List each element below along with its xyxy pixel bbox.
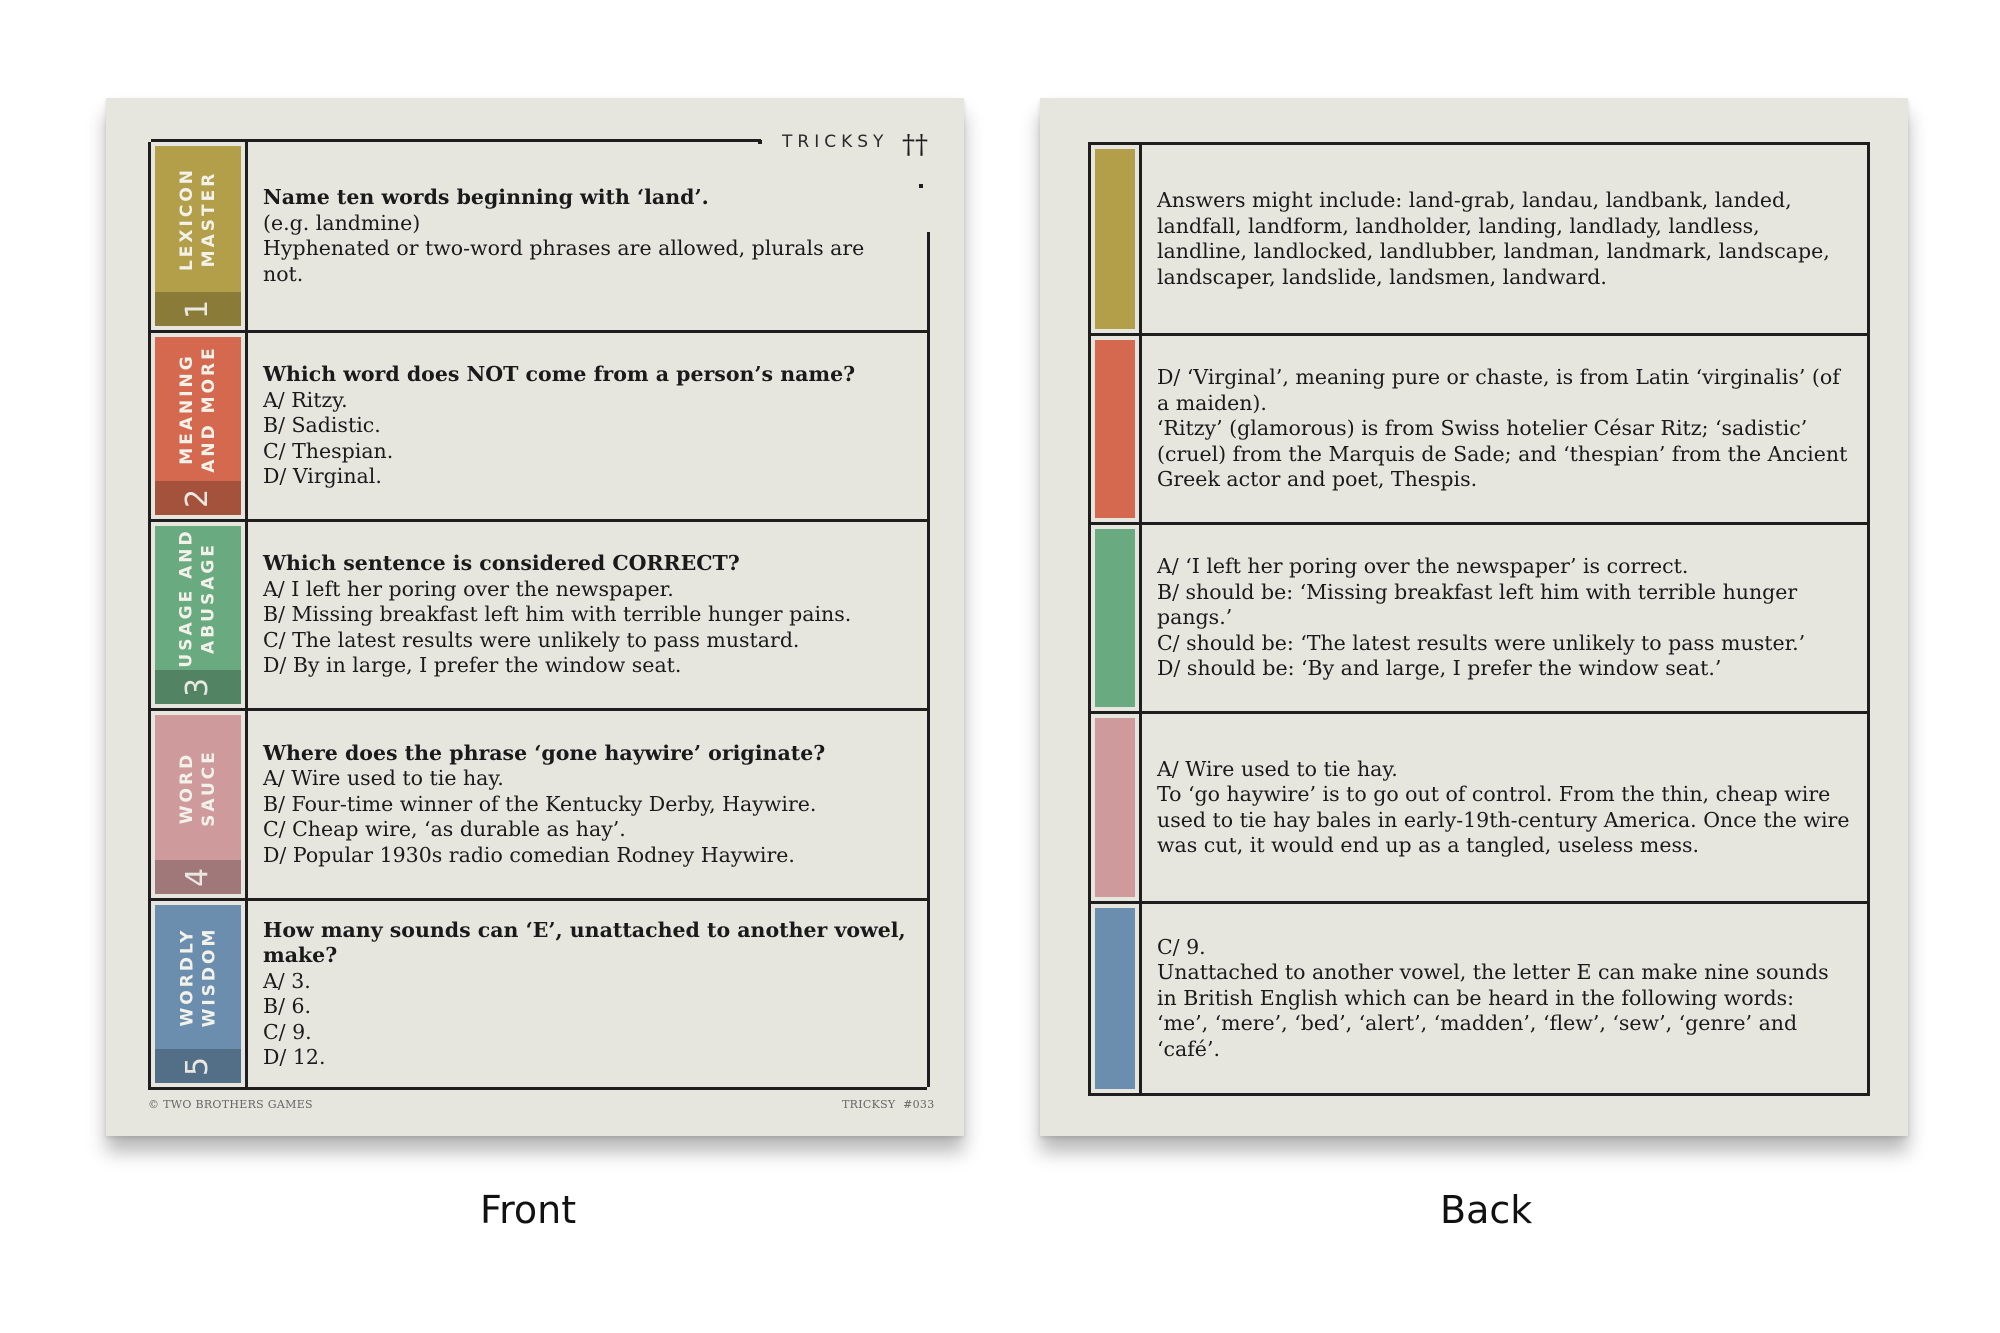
question-text — [263, 142, 911, 330]
answer-text — [1157, 525, 1851, 711]
answer-option: B/ Sadistic. — [263, 413, 381, 438]
color-stripe-green — [1095, 529, 1135, 707]
answer-row-3 — [1091, 525, 1867, 714]
question-text — [263, 901, 911, 1087]
back-answer-grid — [1088, 142, 1870, 1096]
color-stripe-blue — [1095, 908, 1135, 1089]
category-row-2 — [151, 333, 927, 522]
answer-option: C/ Cheap wire, ‘as durable as hay’. — [263, 817, 626, 842]
answer-option: B/ Four-time winner of the Kentucky Derby, Haywire. — [263, 791, 817, 816]
answer-text — [1157, 145, 1851, 333]
brand-name: TRICKSY — [782, 132, 889, 152]
question-heading: Which word does NOT come from a person’s name? — [263, 362, 856, 387]
front-question-grid — [148, 142, 927, 1090]
answer-text — [1157, 336, 1851, 522]
footer-card-number: TRICKSY #033 — [842, 1098, 935, 1111]
tab-label-bottom: WISDOM — [199, 926, 219, 1028]
answer-option: A/ 3. — [263, 968, 311, 993]
category-row-4 — [151, 711, 927, 901]
category-tab-meaning-and-more — [155, 337, 241, 515]
color-stripe-orange — [1095, 340, 1135, 518]
color-stripe-gold — [1095, 149, 1135, 329]
brand-dot — [919, 184, 923, 188]
answer-option: A/ Ritzy. — [263, 387, 348, 412]
question-text — [263, 711, 911, 898]
tab-label-top: WORD — [177, 751, 197, 824]
answer-option: C/ Thespian. — [263, 438, 394, 463]
tab-label-top: MEANING — [177, 353, 197, 465]
category-number: 4 — [180, 867, 216, 887]
answer-option: B/ Missing breakfast left him with terrible hunger pains. — [263, 602, 852, 627]
category-tab-wordly-wisdom — [155, 905, 241, 1083]
answer-row-2 — [1091, 336, 1867, 525]
answer-option: D/ Popular 1930s radio comedian Rodney Haywire. — [263, 842, 795, 867]
answer-option: D/ 12. — [263, 1045, 326, 1069]
answer-line: C/ should be: ‘The latest results were unlikely to pass muster.’ — [1157, 630, 1806, 655]
category-number: 5 — [180, 1056, 216, 1076]
category-row-1 — [151, 142, 927, 333]
back-card — [1040, 98, 1908, 1136]
answer-line: A/ Wire used to tie hay. — [1157, 756, 1398, 781]
category-row-3 — [151, 522, 927, 711]
right-border — [927, 232, 930, 1087]
tab-label-bottom: SAUCE — [199, 748, 219, 827]
question-heading: Which sentence is considered CORRECT? — [263, 551, 740, 576]
tab-label-top: WORDLY — [177, 927, 197, 1027]
answer-option: C/ 9. — [263, 1019, 312, 1044]
category-row-5 — [151, 901, 927, 1087]
question-heading: Where does the phrase ‘gone haywire’ originate? — [263, 740, 826, 765]
tab-label-top: LEXICON — [177, 166, 198, 272]
answer-row-4 — [1091, 714, 1867, 904]
category-number: 1 — [180, 299, 216, 319]
answer-option: A/ I left her poring over the newspaper. — [263, 576, 674, 601]
answer-line: Unattached to another vowel, the letter E can make nine sounds in British English which can be heard in the following words: ‘me’, ‘mere’, ‘bed’, ‘alert’, ‘madden’, ‘flew’, ‘sew’, ‘genre’ and ‘café’. — [1157, 960, 1829, 1061]
brand-dot — [758, 140, 762, 144]
answer-option: C/ The latest results were unlikely to pass mustard. — [263, 627, 800, 652]
tab-label-bottom: AND MORE — [199, 345, 219, 473]
answer-option: D/ Virginal. — [263, 464, 382, 489]
front-caption: Front — [480, 1188, 577, 1232]
question-line: Hyphenated or two-word phrases are allowed, plurals are not. — [263, 236, 865, 286]
question-text — [263, 522, 911, 708]
color-stripe-pink — [1095, 718, 1135, 897]
question-heading: Name ten words beginning with ‘land’. — [263, 185, 709, 209]
answer-row-5 — [1091, 904, 1867, 1093]
category-tab-usage-and-abusage — [155, 526, 241, 704]
question-text — [263, 333, 911, 519]
answer-text — [1157, 714, 1851, 901]
answer-line: B/ should be: ‘Missing breakfast left him with terrible hunger pangs.’ — [1157, 579, 1798, 630]
tab-label-bottom: ABUSAGE — [199, 542, 219, 654]
front-card — [106, 98, 964, 1136]
answer-line: A/ ‘I left her poring over the newspaper’ is correct. — [1157, 554, 1689, 579]
answer-line: C/ 9. — [1157, 934, 1206, 959]
footer-copyright: © TWO BROTHERS GAMES — [148, 1098, 313, 1111]
answer-text — [1157, 904, 1851, 1093]
category-number: 2 — [180, 488, 216, 508]
back-caption: Back — [1440, 1188, 1533, 1232]
answer-line: D/ ‘Virginal’, meaning pure or chaste, is from Latin ‘virginalis’ (of a maiden). — [1157, 365, 1840, 415]
brand-dagger-icon: †† — [902, 130, 928, 160]
category-number: 3 — [180, 677, 216, 697]
question-heading: How many sounds can ‘E’, unattached to another vowel, make? — [263, 917, 906, 967]
category-tab-word-sauce — [155, 715, 241, 894]
category-tab-lexicon-master — [155, 146, 241, 326]
answer-line: To ‘go haywire’ is to go out of control. From the thin, cheap wire used to tie hay bales in early-19th-century America. Once the wire was cut, it would end up as a tangled, useless mess. — [1157, 782, 1850, 857]
answer-option: A/ Wire used to tie hay. — [263, 766, 504, 791]
answer-option: D/ By in large, I prefer the window seat. — [263, 653, 682, 678]
question-line: (e.g. landmine) — [263, 210, 421, 235]
tab-label-top: USAGE AND — [177, 528, 197, 668]
answer-line: D/ should be: ‘By and large, I prefer the window seat.’ — [1157, 656, 1722, 681]
answer-row-1 — [1091, 145, 1867, 336]
answer-line: ‘Ritzy’ (glamorous) is from Swiss hotelier César Ritz; ‘sadistic’ (cruel) from the Marquis de Sade; and ‘thespian’ from the Ancient Greek actor and poet, Thespis. — [1157, 416, 1848, 492]
answer-line: Answers might include: land-grab, landau, landbank, landed, landfall, landform, landholder, landing, landlady, landless, landline, landlocked, landlubber, landman, landmark, landscape, landscaper, landslide, landsmen, landward. — [1157, 188, 1830, 289]
tab-label-bottom: MASTER — [199, 170, 220, 268]
answer-option: B/ 6. — [263, 994, 312, 1018]
